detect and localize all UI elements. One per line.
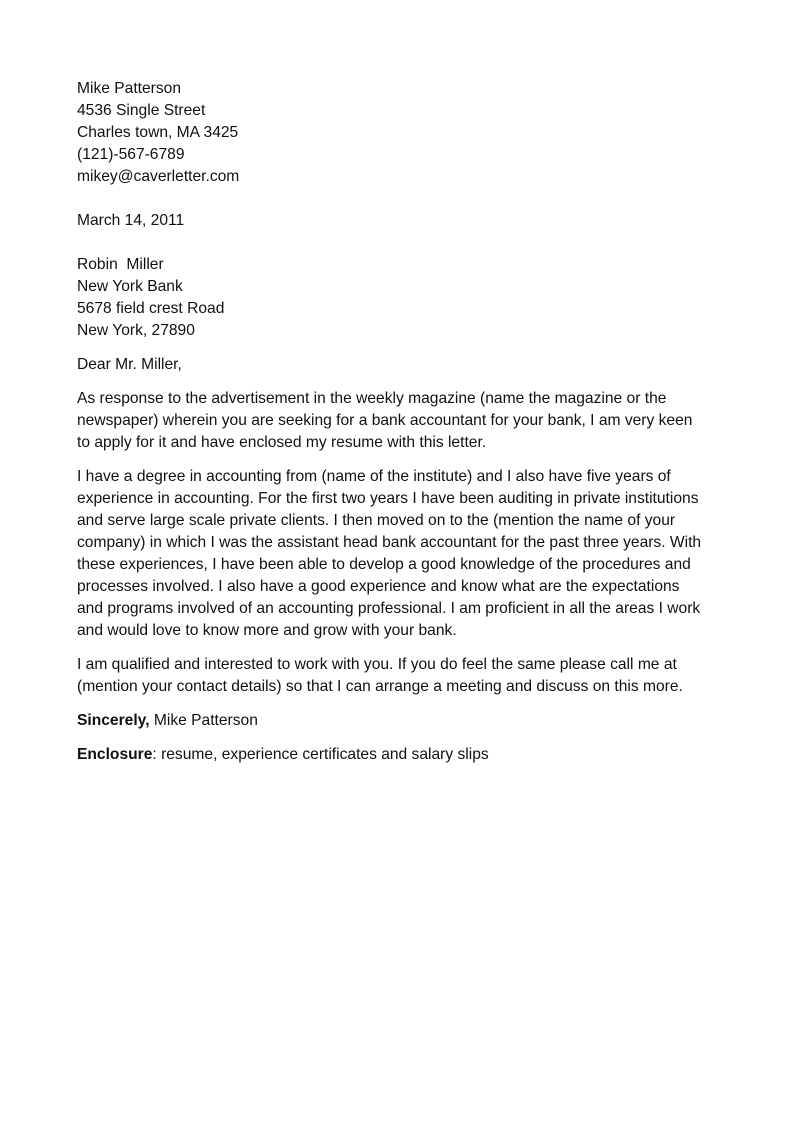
recipient-company: New York Bank [77,278,183,295]
paragraph-line: and would love to know more and grow with your bank. [77,622,457,639]
paragraph-line: I have a degree in accounting from (name of the institute) and I also have five years of [77,468,671,485]
enclosure-block [77,744,722,766]
paragraph-line: these experiences, I have been able to develop a good knowledge of the procedures and [77,556,691,573]
recipient-street: 5678 field crest Road [77,300,225,317]
recipient-name: Robin Miller [77,256,164,273]
enclosure-text: : resume, experience certificates and salary slips [152,746,489,763]
paragraph-line: newspaper) wherein you are seeking for a bank accountant for your bank, I am very keen [77,412,693,429]
salutation-block [77,354,722,376]
body-paragraph-2 [77,466,722,642]
closing-line [77,710,722,732]
cover-letter [77,78,722,766]
sender-address [77,78,722,188]
recipient-address [77,254,722,342]
paragraph-line: and serve large scale private clients. I then moved on to the (mention the name of your [77,512,676,529]
paragraph-line: I am qualified and interested to work with you. If you do feel the same please call me at [77,656,677,673]
paragraph-line: to apply for it and have enclosed my resume with this letter. [77,434,487,451]
sender-name: Mike Patterson [77,80,182,97]
enclosure-label: Enclosure [77,746,153,763]
enclosure-line [77,744,722,766]
sender-phone: (121)-567-6789 [77,146,185,163]
body-paragraph-1 [77,388,722,454]
sender-city: Charles town, MA 3425 [77,124,239,141]
paragraph-line: As response to the advertisement in the weekly magazine (name the magazine or the [77,390,667,407]
paragraph-line: (mention your contact details) so that I can arrange a meeting and discuss on this more. [77,678,683,695]
body-paragraph-3 [77,654,722,698]
paragraph-line: processes involved. I also have a good experience and know what are the expectations [77,578,680,595]
closing-signature-name: Mike Patterson [149,712,258,729]
paragraph-line: company) in which I was the assistant head bank accountant for the past three years. With [77,534,702,551]
closing-label: Sincerely, [77,712,150,729]
letter-date-block [77,210,722,232]
salutation: Dear Mr. Miller, [77,356,182,373]
paragraph-line: and programs involved of an accounting professional. I am proficient in all the areas I work [77,600,701,617]
sender-email: mikey@caverletter.com [77,168,240,185]
sender-street: 4536 Single Street [77,102,206,119]
recipient-city: New York, 27890 [77,322,195,339]
paragraph-line: experience in accounting. For the first two years I have been auditing in private institutions [77,490,699,507]
closing-block [77,710,722,732]
letter-date: March 14, 2011 [77,212,185,229]
